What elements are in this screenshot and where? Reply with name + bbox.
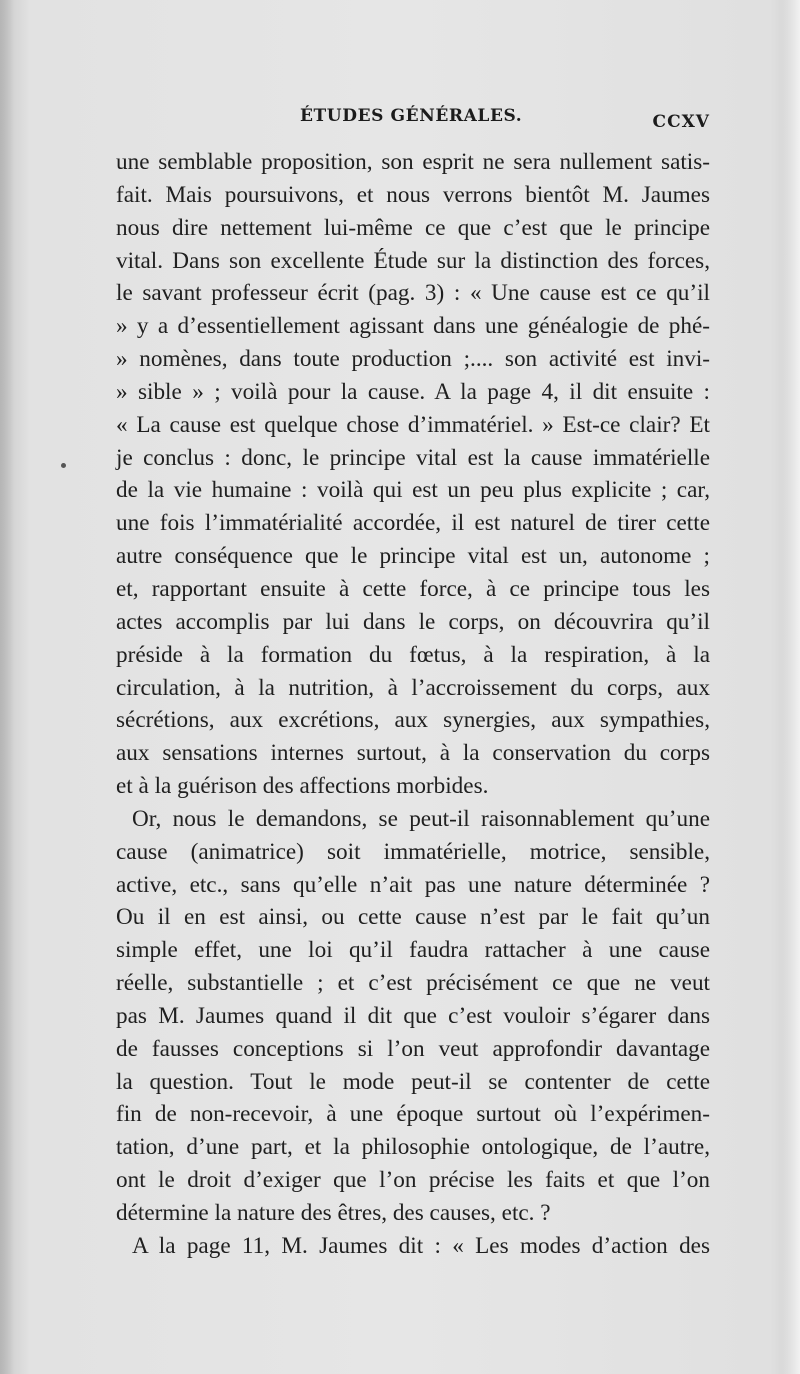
page-shadow-left [0,0,14,1374]
text-line: et, rapportant ensuite à cette force, à ce principe tous les [116,575,710,602]
text-line: nous dire nettement lui-même ce que c’est que le principe [116,214,710,241]
text-line: A la page 11, M. Jaumes dit : « Les modes d’action des [132,1232,710,1259]
text-line: cause (animatrice) soit immatérielle, motrice, sensible, [116,838,710,865]
text-line: aux sensations internes surtout, à la conservation du corps [116,740,710,767]
text-line: circulation, à la nutrition, à l’accroissement du corps, aux [116,674,710,701]
text-line: de la vie humaine : voilà qui est un peu plus explicite ; car, [116,477,710,504]
text-line: pas M. Jaumes quand il dit que c’est vouloir s’égarer dans [116,1002,710,1029]
text-line: le savant professeur écrit (pag. 3) : « Une cause est ce qu’il [116,280,710,307]
text-line: simple effet, une loi qu’il faudra rattacher à une cause [116,937,710,964]
text-line: et à la guérison des affections morbides. [116,773,489,800]
text-line: sécrétions, aux excrétions, aux synergies, aux sympathies, [116,707,710,734]
page-number: CCXV [652,112,710,132]
text-line: de fausses conceptions si l’on veut approfondir davantage [116,1035,710,1062]
text-line: tation, d’une part, et la philosophie ontologique, de l’autre, [116,1134,710,1161]
text-line: » nomènes, dans toute production ;.... son activité est invi- [116,346,710,373]
text-line: « La cause est quelque chose d’immatériel. » Est-ce clair? Et [116,411,710,438]
text-line: détermine la nature des êtres, des causes, etc. ? [116,1200,551,1226]
text-line: la question. Tout le mode peut-il se contenter de cette [116,1068,710,1095]
text-line: fin de non-recevoir, à une époque surtout où l’expérimen- [116,1101,710,1128]
text-line: active, etc., sans qu’elle n’ait pas une nature déterminée ? [116,871,710,898]
text-line: ont le droit d’exiger que l’on précise les faits et que l’on [116,1167,710,1194]
page-edge-right [782,0,800,1374]
text-line: préside à la formation du fœtus, à la respiration, à la [116,641,710,668]
text-line: » y a d’essentiellement agissant dans une généalogie de phé- [116,313,710,340]
text-line: Or, nous le demandons, se peut-il raisonnablement qu’une [132,805,710,832]
body-text [116,146,710,1263]
text-line: une semblable proposition, son esprit ne sera nullement satis- [116,149,710,175]
text-line: autre conséquence que le principe vital est un, autonome ; [116,543,710,570]
text-line: vital. Dans son excellente Étude sur la distinction des forces, [116,247,710,274]
text-line: je conclus : donc, le principe vital est la cause immatérielle [116,444,710,471]
paper-speck [61,463,66,468]
text-line: une fois l’immatérialité accordée, il est naturel de tirer cette [116,510,710,537]
text-line: » sible » ; voilà pour la cause. A la page 4, il dit ensuite : [116,378,710,405]
page-header [116,106,710,136]
text-line: Ou il en est ainsi, ou cette cause n’est par le fait qu’un [116,904,710,931]
text-line: réelle, substantielle ; et c’est précisément ce que ne veut [116,970,710,997]
text-line: actes accomplis par lui dans le corps, on découvrira qu’il [116,608,710,635]
running-head: ÉTUDES GÉNÉRALES. [300,106,523,126]
text-line: fait. Mais poursuivons, et nous verrons bientôt M. Jaumes [116,181,710,208]
